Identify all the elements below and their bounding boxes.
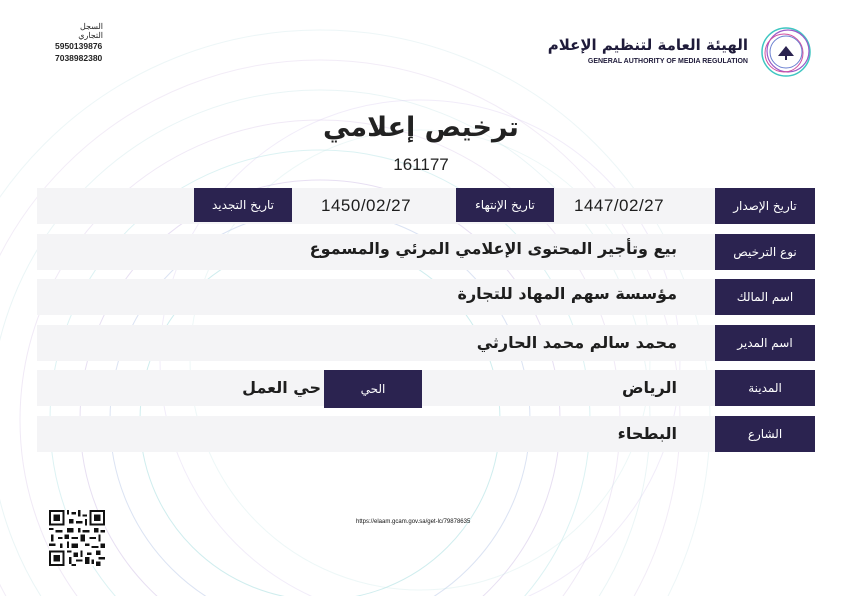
gcam-logo — [547, 24, 814, 82]
registry-label: السجل التجاري — [78, 22, 103, 40]
license-number: 161177 — [393, 155, 449, 174]
logo-name-ar: الهيئة العامة لتنظيم الإعلام — [547, 36, 748, 54]
gcam-emblem-icon — [758, 24, 814, 80]
verification-url[interactable]: https://elaam.gcam.gov.sa/get-lc/79878635 — [356, 519, 471, 525]
owner-value: مؤسسة سهم المهاد للتجارة — [457, 284, 677, 303]
manager-label: اسم المدير — [715, 325, 815, 361]
owner-row — [37, 279, 815, 315]
manager-value: محمد سالم محمد الحارثي — [476, 333, 677, 352]
city-label: المدينة — [715, 370, 815, 406]
registry-number: 7038982380 — [55, 53, 103, 63]
document-title: ترخيص إعلامي — [323, 112, 519, 143]
issue-date: 1447/02/27 — [574, 196, 665, 215]
license-type-label: نوع الترخيص — [715, 234, 815, 270]
street-row — [37, 416, 815, 452]
district-label: الحي — [324, 370, 422, 408]
qr-code-icon[interactable] — [49, 510, 105, 566]
street-label: الشارع — [715, 416, 815, 452]
registry-number: 5950139876 — [55, 41, 103, 51]
renewal-date-label: تاريخ التجديد — [194, 188, 292, 222]
commercial-registry — [55, 22, 103, 64]
dates-row — [37, 188, 815, 224]
city-row — [37, 370, 815, 406]
street-value: البطحاء — [617, 424, 677, 443]
expiry-date: 1450/02/27 — [321, 196, 412, 215]
manager-row — [37, 325, 815, 361]
expiry-date-label: تاريخ الإنتهاء — [456, 188, 554, 222]
issue-date-label: تاريخ الإصدار — [715, 188, 815, 224]
city-value: الرياض — [622, 378, 677, 397]
district-value: حي العمل — [242, 378, 321, 397]
logo-name-en: GENERAL AUTHORITY OF MEDIA REGULATION — [587, 58, 748, 65]
license-type-value: بيع وتأجير المحتوى الإعلامي المرئي والمسموع — [309, 239, 677, 258]
owner-label: اسم المالك — [715, 279, 815, 315]
license-type-row — [37, 234, 815, 270]
